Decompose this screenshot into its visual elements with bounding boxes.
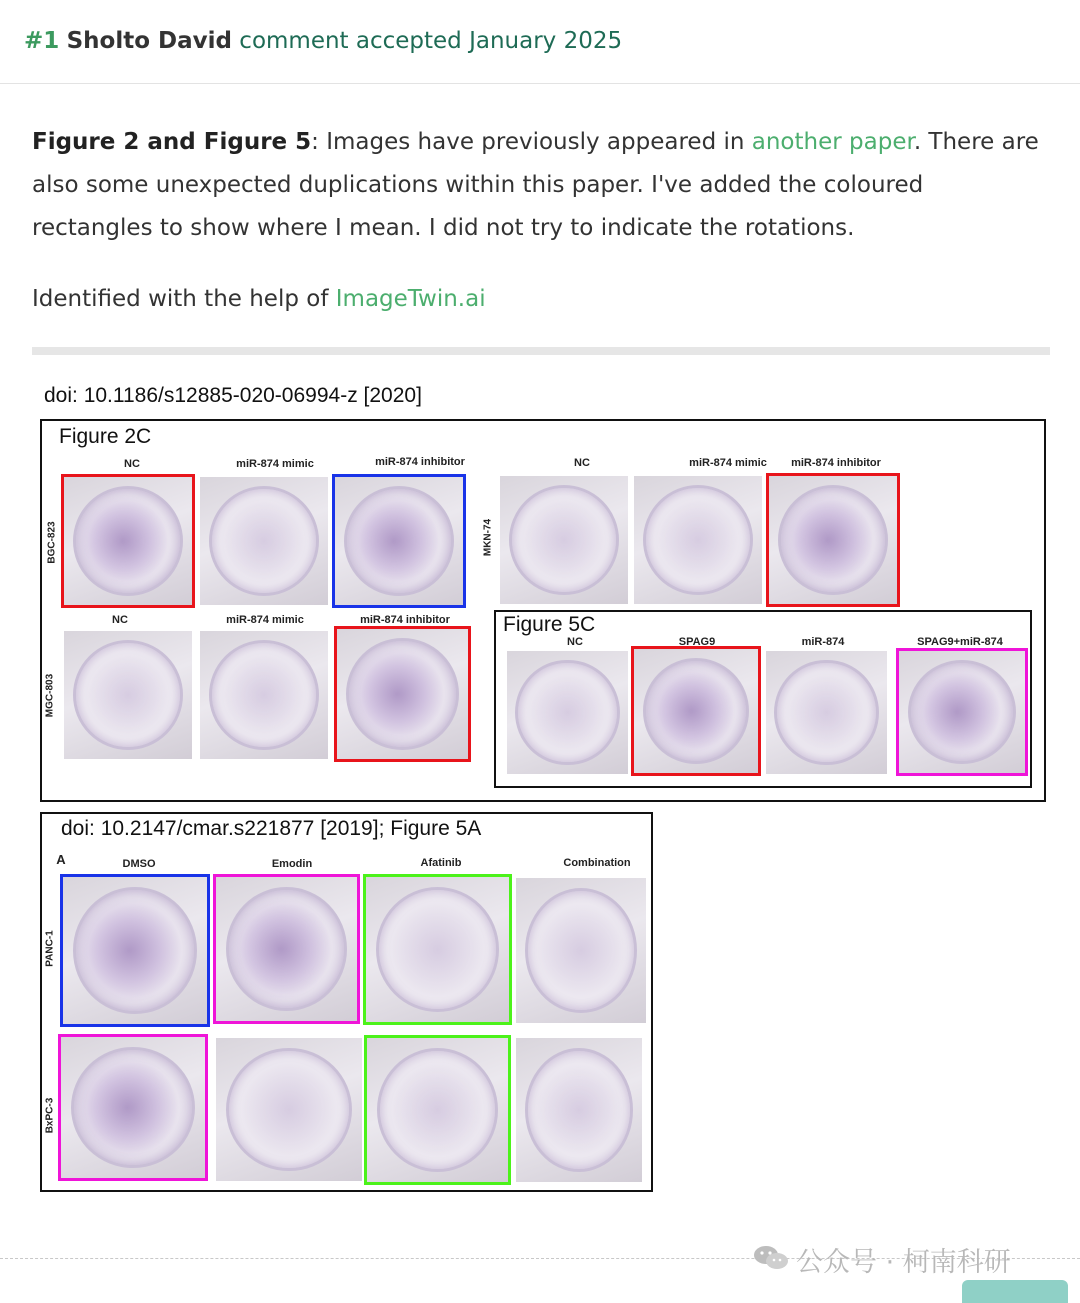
col-label-emodin: Emodin	[271, 858, 313, 870]
col-label-combination: Combination	[563, 857, 631, 869]
col-label-5c-nc: NC	[567, 636, 583, 648]
well-panc1-afatinib	[366, 877, 509, 1022]
well-mkn74-mimic	[634, 476, 762, 604]
comment-text-2: . There are also some unexpected duplications within this paper. I've added the coloured rectangles to show where I mean. I did not try to indicate the rotations.	[32, 129, 1039, 241]
well-bgc823-inhibitor	[335, 477, 463, 605]
well-5c-spag9	[634, 649, 758, 773]
col-label-mimic-2: miR-874 mimic	[226, 614, 304, 626]
well-bgc823-nc	[64, 477, 192, 605]
figure-5c-title: Figure 5C	[503, 613, 596, 636]
col-label-mimic-mkn: miR-874 mimic	[689, 457, 767, 469]
well-mgc803-mimic	[200, 631, 328, 759]
comment-header	[0, 0, 1080, 84]
col-label-inhibitor-mkn: miR-874 inhibitor	[791, 457, 881, 469]
col-label-nc: NC	[124, 458, 140, 470]
well-mgc803-inhibitor	[337, 629, 468, 759]
well-mkn74-nc	[500, 476, 628, 604]
bottom-action-button[interactable]	[962, 1280, 1068, 1303]
comment-body	[32, 121, 1042, 250]
col-label-afatinib: Afatinib	[420, 857, 462, 869]
well-bxpc3-afatinib	[367, 1038, 508, 1182]
well-mgc803-nc	[64, 631, 192, 759]
well-5c-mir874	[766, 651, 887, 774]
well-5c-nc	[507, 651, 628, 774]
col-label-inhibitor: miR-874 inhibitor	[375, 456, 465, 468]
row-label-bgc823: BGC-823	[46, 521, 58, 564]
well-panc1-dmso	[63, 877, 207, 1024]
doi-title: doi: 10.1186/s12885-020-06994-z [2020]	[44, 384, 422, 407]
well-panc1-combination	[516, 878, 646, 1023]
col-label-5c-mir874: miR-874	[801, 636, 845, 648]
identified-line	[32, 278, 486, 321]
well-panc1-emodin	[216, 877, 357, 1021]
divider	[32, 347, 1050, 355]
well-bxpc3-combination	[516, 1038, 642, 1182]
well-mkn74-inhibitor	[769, 476, 897, 604]
col-label-mimic: miR-874 mimic	[236, 458, 314, 470]
wechat-icon	[752, 1244, 790, 1272]
figure-5a-title: doi: 10.2147/cmar.s221877 [2019]; Figure 5A	[61, 817, 482, 840]
comment-author[interactable]: Sholto David	[66, 28, 232, 54]
col-label-inhibitor-2: miR-874 inhibitor	[360, 614, 450, 626]
col-label-dmso: DMSO	[122, 858, 156, 870]
well-bxpc3-dmso	[61, 1037, 205, 1178]
another-paper-link[interactable]: another paper	[751, 129, 914, 155]
col-label-nc-mkn: NC	[574, 457, 590, 469]
identified-text: Identified with the help of	[32, 286, 336, 312]
row-label-mgc803: MGC-803	[44, 673, 56, 718]
comment-bold-lead: Figure 2 and Figure 5	[32, 129, 312, 155]
col-label-5c-combo: SPAG9+miR-874	[917, 636, 1003, 648]
row-label-bxpc3: BxPC-3	[44, 1097, 56, 1134]
row-label-panc1: PANC-1	[44, 930, 56, 967]
col-label-nc-2: NC	[112, 614, 128, 626]
row-label-mkn74: MKN-74	[482, 518, 494, 557]
imagetwin-link[interactable]: ImageTwin.ai	[335, 286, 486, 312]
well-bxpc3-emodin	[216, 1038, 362, 1181]
well-bgc823-mimic	[200, 477, 328, 605]
well-5c-combo	[899, 651, 1025, 773]
panel-letter-a: A	[56, 852, 66, 867]
figure-2c-title: Figure 2C	[59, 425, 152, 448]
comment-status: comment accepted January 2025	[239, 28, 623, 54]
comment-number[interactable]: #1	[24, 28, 60, 54]
watermark: 公众号 · 柯南科研	[796, 1247, 1011, 1278]
comment-text-1: : Images have previously appeared in	[311, 129, 752, 155]
col-label-5c-spag9: SPAG9	[678, 636, 716, 648]
